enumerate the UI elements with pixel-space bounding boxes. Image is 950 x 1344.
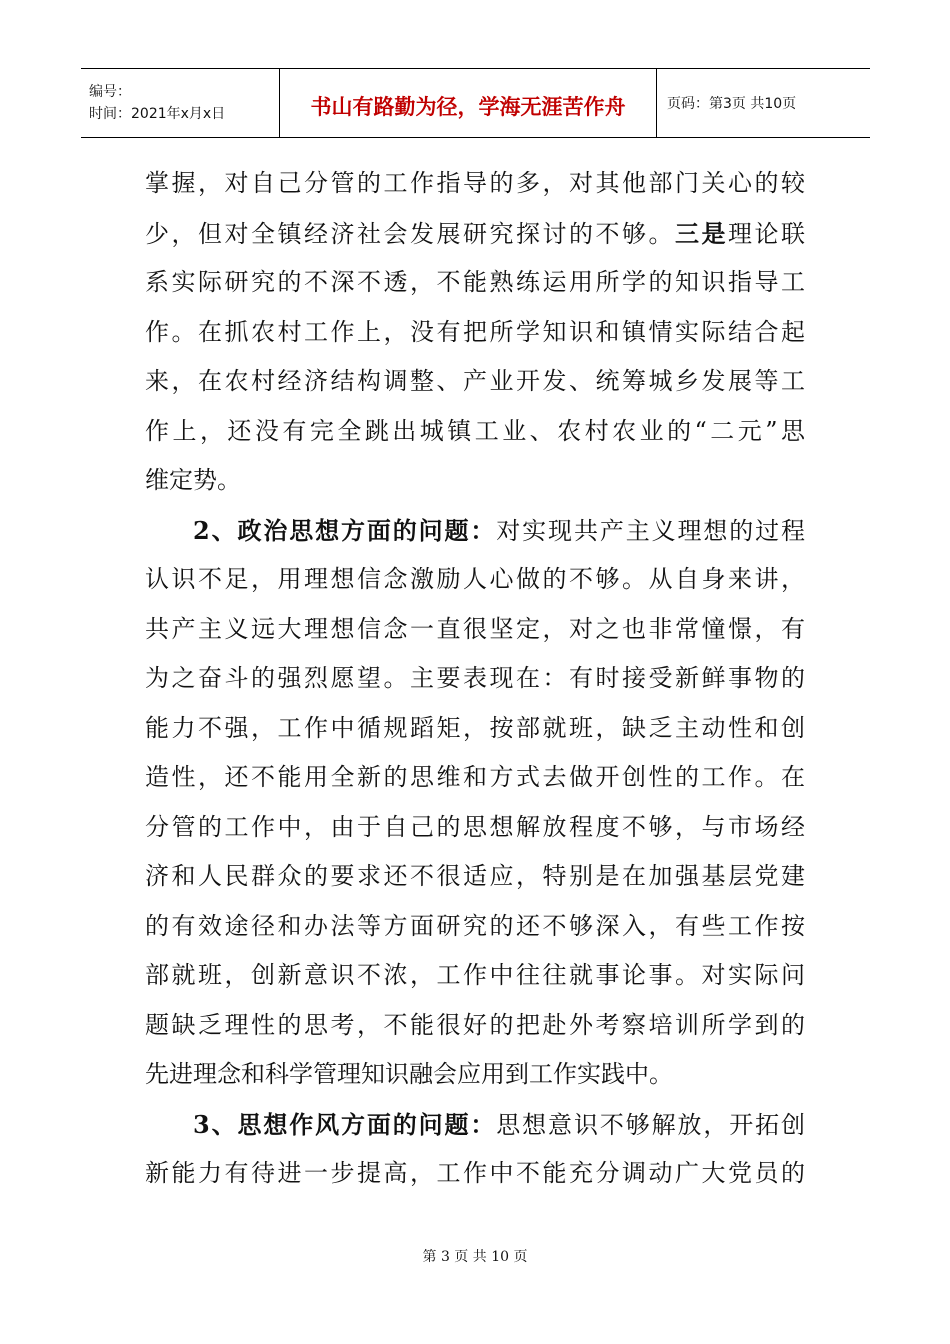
text-line: 造性，还不能用全新的思维和方式去做开创性的工作。在 — [145, 763, 805, 791]
page-footer: 第 3 页 共 10 页 — [422, 1249, 528, 1265]
text-line: 维定势。 — [145, 466, 241, 494]
text-line: 部就班，创新意识不浓，工作中往往就事论事。对实际问 — [145, 961, 805, 989]
header-page-info — [657, 69, 870, 137]
text-line: 分管的工作中，由于自己的思想解放程度不够，与市场经 — [145, 812, 805, 841]
header-motto — [280, 69, 657, 137]
motto-text: 书山有路勤为径，学海无涯苦作舟 — [310, 95, 626, 119]
text-line: 题缺乏理性的思考，不能很好的把赴外考察培训所学到的 — [145, 1010, 805, 1039]
text-span: 理论联 — [728, 219, 805, 248]
text-line: 先进理念和科学管理知识融会应用到工作实践中。 — [145, 1060, 673, 1088]
text-line: 认识不足，用理想信念激励人心做的不够。从自身来讲， — [145, 565, 805, 593]
text-line: 作。在抓农村工作上，没有把所学知识和镇情实际结合起 — [145, 317, 805, 346]
text-line: 掌握，对自己分管的工作指导的多，对其他部门关心的较 — [145, 169, 805, 197]
section-2-heading: 2、政治思想方面的问题： — [193, 515, 497, 545]
text-span: 少，但对全镇经济社会发展研究探讨的不够。 — [145, 219, 675, 248]
text-line: 能力不强，工作中循规蹈矩，按部就班，缺乏主动性和创 — [145, 713, 805, 742]
document-body — [145, 159, 805, 1199]
page-info-text: 页码：第3页 共10页 — [667, 96, 797, 112]
text-line: 来，在农村经济结构调整、产业开发、统筹城乡发展等工 — [145, 367, 805, 395]
emphasis-three: 三是 — [675, 218, 728, 248]
text-line: 的有效途径和办法等方面研究的还不够深入，有些工作按 — [145, 911, 805, 940]
text-line — [145, 209, 805, 259]
section-3-heading: 3、思想作风方面的问题： — [193, 1109, 497, 1139]
text-line: 为之奋斗的强烈愿望。主要表现在：有时接受新鲜事物的 — [145, 664, 805, 692]
text-span: 思想意识不够解放，开拓创 — [496, 1110, 806, 1139]
section-2-first-line — [145, 506, 805, 556]
header-meta — [81, 69, 280, 137]
text-line: 系实际研究的不深不透，不能熟练运用所学的知识指导工 — [145, 268, 805, 296]
text-line: 新能力有待进一步提高，工作中不能充分调动广大党员的 — [145, 1159, 805, 1187]
document-time-label: 时间：2021年x月x日 — [89, 106, 226, 122]
section-3-first-line — [145, 1100, 805, 1150]
text-span: 对实现共产主义理想的过程 — [496, 516, 806, 545]
text-line: 作上，还没有完全跳出城镇工业、农村农业的“二元”思 — [145, 416, 805, 445]
text-line: 共产主义远大理想信念一直很坚定，对之也非常憧憬，有 — [145, 614, 805, 643]
page-header — [81, 68, 870, 138]
text-line: 济和人民群众的要求还不很适应，特别是在加强基层党建 — [145, 862, 805, 890]
document-number-label: 编号： — [89, 84, 131, 100]
